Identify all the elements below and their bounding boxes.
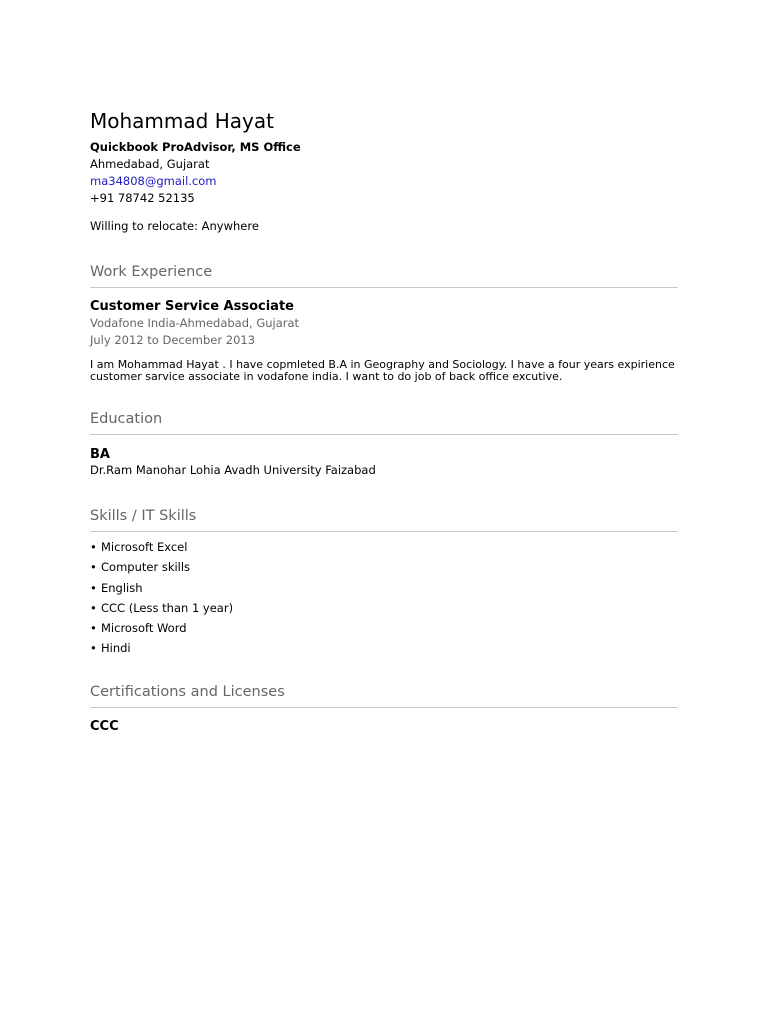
education-divider (90, 434, 678, 435)
relocation-preference: Willing to relocate: Anywhere (90, 219, 259, 233)
skill-label: Computer skills (101, 560, 191, 575)
skill-item (90, 601, 233, 621)
skill-item (90, 560, 233, 580)
bullet-icon: • (90, 641, 97, 656)
work-experience-divider (90, 287, 678, 288)
certifications-divider (90, 707, 678, 708)
skill-label: CCC (Less than 1 year) (101, 600, 234, 615)
skill-label: Microsoft Excel (101, 540, 188, 554)
skill-label: English (101, 580, 143, 595)
skills-divider (90, 531, 678, 532)
skills-list (90, 540, 233, 662)
certification-item: CCC (90, 719, 119, 734)
job-title: Customer Service Associate (90, 299, 294, 314)
skill-item (90, 581, 233, 601)
job-dates: July 2012 to December 2013 (90, 333, 256, 347)
email-link[interactable]: ma34808@gmail.com (90, 174, 217, 188)
bullet-icon: • (90, 600, 97, 615)
bullet-icon: • (90, 560, 97, 575)
work-experience-heading: Work Experience (90, 264, 213, 280)
bullet-icon: • (90, 580, 97, 595)
bullet-icon: • (90, 621, 97, 636)
job-company: Vodafone India-Ahmedabad, Gujarat (90, 316, 300, 330)
skill-item (90, 621, 233, 641)
skill-item (90, 641, 233, 661)
skill-item (90, 540, 233, 560)
skill-label: Microsoft Word (101, 621, 187, 636)
candidate-location: Ahmedabad, Gujarat (90, 157, 210, 171)
job-description: I am Mohammad Hayat . I have copmleted B.A in Geography and Sociology. I have a four years expirience customer sarvice associate in vodafone india. I want to do job of back office excutive. (90, 358, 675, 383)
candidate-name: Mohammad Hayat (90, 109, 274, 133)
candidate-headline: Quickbook ProAdvisor, MS Office (90, 140, 301, 154)
skill-label: Hindi (101, 641, 131, 656)
bullet-icon: • (90, 540, 97, 554)
phone-number: +91 78742 52135 (90, 191, 195, 205)
education-heading: Education (90, 411, 163, 427)
education-school: Dr.Ram Manohar Lohia Avadh University Faizabad (90, 463, 376, 477)
certifications-heading: Certifications and Licenses (90, 684, 285, 700)
skills-heading: Skills / IT Skills (90, 508, 197, 524)
education-degree: BA (90, 447, 110, 462)
